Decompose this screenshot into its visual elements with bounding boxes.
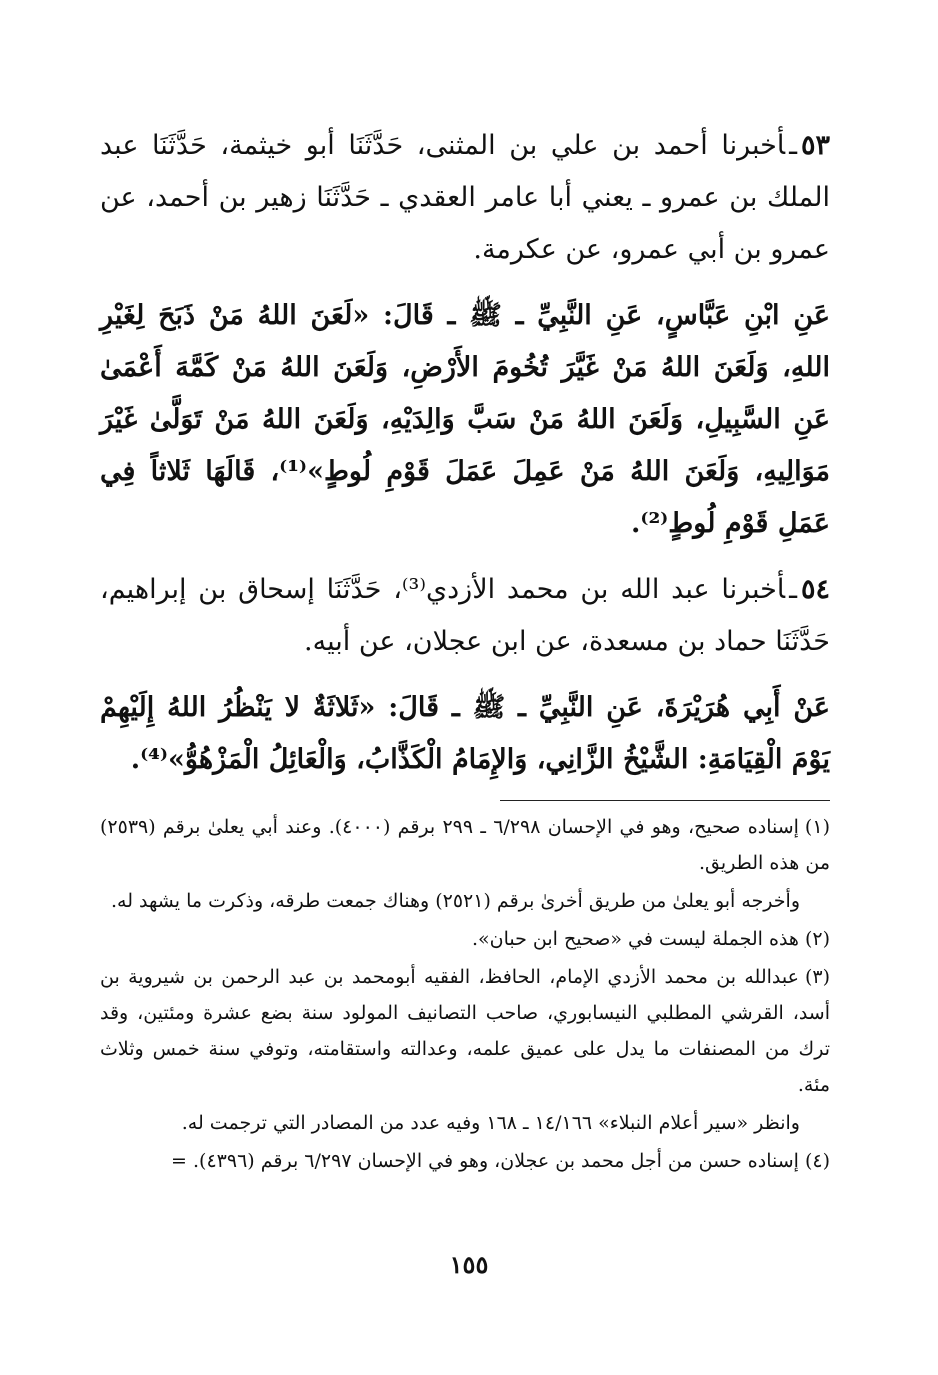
book-page [100,120,830,1181]
footnote-mark: (٣) [804,966,830,988]
footnote-text: إسناده حسن من أجل محمد بن عجلان، وهو في الإحسان ٦/٢٩٧ برقم (٤٣٩٦). = [171,1150,799,1172]
footnote-4 [100,1143,830,1179]
isnad-text: أخبرنا عبد الله بن محمد الأزدي⁽³⁾، حَدَّثَنَا إسحاق بن إبراهيم، حَدَّثَنَا حماد بن مسعدة، عن ابن عجلان، عن أبيه. [100,574,830,657]
footnote-mark: (٢) [804,928,830,950]
hadith-54-matn [100,682,830,786]
matn-text: عَنْ أَبِي هُرَيْرَةَ، عَنِ النَّبِيِّ ـ ﷺ ـ قَالَ: «ثَلاثَةٌ لا يَنْظُرُ اللهُ إِلَيْهِمْ يَوْمَ الْقِيَامَةِ: الشَّيْخُ الزَّانِي، وَالإِمَامُ الْكَذَّابُ، وَالْعَائِلُ الْمَزْهُوُّ»⁽⁴⁾. [100,692,830,775]
number-dash: ـ [789,574,797,605]
hadith-54-isnad [100,564,830,668]
footnote-2 [100,921,830,957]
footnote-text: وانظر «سير أعلام النبلاء» ١٤/١٦٦ ـ ١٦٨ وفيه عدد من المصادر التي ترجمت له. [181,1112,800,1134]
footnotes [100,809,830,1179]
footnote-text: هذه الجملة ليست في «صحيح ابن حبان». [471,928,799,950]
hadith-53-isnad [100,120,830,276]
footnote-separator [500,800,830,801]
footnote-text: عبدالله بن محمد الأزدي الإمام، الحافظ، الفقيه أبومحمد بن عبد الرحمن بن شيروية بن أسد، القرشي المطلبي النيسابوري، صاحب التصانيف المولود سنة بضع عشرة ومئتين، وقد ترك من المصنفات ما يدل على عميق علمه، وعدالته واستقامته، وتوفي سنة خمس وثلاث مئة. [100,966,830,1096]
footnote-1-continuation [100,883,830,919]
number-dash: ـ [789,130,797,161]
footnote-text: إسناده صحيح، وهو في الإحسان ٦/٢٩٨ ـ ٢٩٩ برقم (٤٠٠٠). وعند أبي يعلىٰ برقم (٢٥٣٩) من هذه الطريق. [100,816,830,874]
hadith-number: ٥٤ [801,574,831,605]
page-number: ١٥٥ [449,1250,489,1279]
footnote-mark: (٤) [804,1150,830,1172]
hadith-53-matn [100,290,830,550]
footnote-1 [100,809,830,881]
footnote-mark: (١) [804,816,830,838]
isnad-text: أخبرنا أحمد بن علي بن المثنى، حَدَّثَنَا أبو خيثمة، حَدَّثَنَا عبد الملك بن عمرو ـ يعني أبا عامر العقدي ـ حَدَّثَنَا زهير بن أحمد، عن عمرو بن أبي عمرو، عن عكرمة. [100,130,830,265]
hadith-number: ٥٣ [800,130,830,161]
footnote-text: وأخرجه أبو يعلىٰ من طريق أخرىٰ برقم (٢٥٢١) وهناك جمعت طرقه، وذكرت ما يشهد له. [111,890,800,912]
footnote-3 [100,959,830,1103]
matn-text: عَنِ ابْنِ عَبَّاسٍ، عَنِ النَّبِيِّ ـ ﷺ ـ قَالَ: «لَعَنَ اللهُ مَنْ ذَبَحَ لِغَيْرِ اللهِ، وَلَعَنَ اللهُ مَنْ غَيَّرَ تُخُومَ الأَرْضِ، وَلَعَنَ اللهُ مَنْ كَمَّهَ أَعْمَىٰ عَنِ السَّبِيلِ، وَلَعَنَ اللهُ مَنْ سَبَّ وَالِدَيْهِ، وَلَعَنَ اللهُ مَنْ تَوَلَّىٰ غَيْرَ مَوَالِيهِ، وَلَعَنَ اللهُ مَنْ عَمِلَ عَمَلَ قَوْمِ لُوطٍ»⁽¹⁾، قَالَهَا ثَلاثاً فِي عَمَلِ قَوْمِ لُوطٍ⁽²⁾. [100,300,831,539]
footnote-3-continuation [100,1105,830,1141]
